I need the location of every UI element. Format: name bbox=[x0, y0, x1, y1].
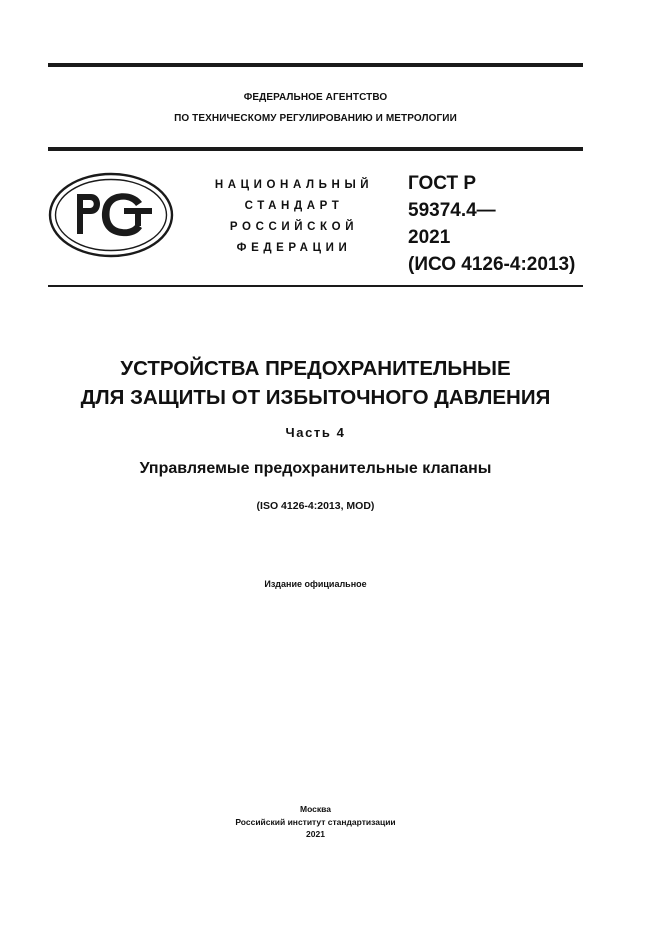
agency-name-line1: ФЕДЕРАЛЬНОЕ АГЕНТСТВО bbox=[243, 92, 388, 103]
designation-line: 59374.4— bbox=[408, 200, 496, 221]
imprint-city: Москва bbox=[300, 804, 331, 814]
designation-line: 2021 bbox=[408, 227, 451, 248]
iso-reference: (ISO 4126-4:2013, MOD) bbox=[256, 500, 375, 512]
national-standard-line: НАЦИОНАЛЬНЫЙ bbox=[214, 179, 374, 191]
national-standard-label bbox=[196, 175, 392, 259]
imprint-publisher: Российский институт стандартизации bbox=[235, 816, 396, 827]
standard-designation bbox=[408, 170, 575, 278]
agency-name-line2: ПО ТЕХНИЧЕСКОМУ РЕГУЛИРОВАНИЮ И МЕТРОЛОГИИ bbox=[174, 113, 457, 124]
national-standard-line: РОССИЙСКОЙ bbox=[229, 221, 359, 233]
document-subtitle: Управляемые предохранительные клапаны bbox=[139, 460, 492, 477]
designation-line: ГОСТ Р bbox=[408, 173, 477, 194]
part-number: Часть 4 bbox=[285, 425, 346, 440]
bottom-rule bbox=[48, 285, 583, 287]
document-title-line1: УСТРОЙСТВА ПРЕДОХРАНИТЕЛЬНЫЕ bbox=[120, 357, 511, 380]
national-standard-line: СТАНДАРТ bbox=[244, 200, 344, 212]
imprint-year: 2021 bbox=[306, 829, 325, 839]
national-standard-line: ФЕДЕРАЦИИ bbox=[236, 242, 352, 254]
imprint bbox=[48, 803, 583, 841]
edition-note: Издание официальное bbox=[264, 579, 367, 589]
gost-r-emblem-icon bbox=[48, 172, 174, 258]
top-rule bbox=[48, 63, 583, 67]
designation-line: (ИСО 4126-4:2013) bbox=[408, 254, 576, 275]
document-title-line2: ДЛЯ ЗАЩИТЫ ОТ ИЗБЫТОЧНОГО ДАВЛЕНИЯ bbox=[80, 386, 551, 409]
middle-rule bbox=[48, 147, 583, 151]
